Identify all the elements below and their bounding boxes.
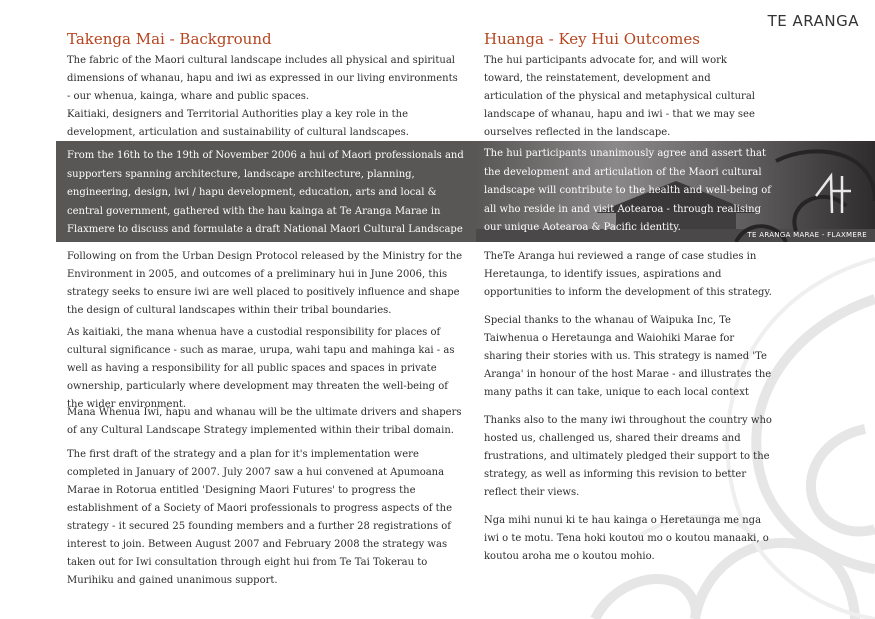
left-band-text: From the 16th to the 19th of November 2006 a hui of Maori professionals and supporters spanning architecture, landscape architecture, planning, engineering, design, iwi / hapu development, education, arts and local & central government, gathered with the hau kainga at Te Aranga Marae in Flaxmere to discuss and formulate a draft National Maori Cultural Landscape Strategy. [67,150,464,254]
left-intro-2: Kaitiaki, designers and Territorial Authorities play a key role in the development, articulation and sustainability of cultural landscapes. [67,109,409,138]
right-intro: The hui participants advocate for, and will work toward, the reinstatement, development and articulation of the physical and metaphysical cultural landscape of whanau, hapu and iwi - that we may see ourselves reflected in the landscape. [484,55,755,138]
right-paragraph-3: Thanks also to the many iwi throughout the country who hosted us, challenged us, shared their dreams and frustrations, and ultimately pledged their support to the strategy, as well as informing this revision to better reflect their views. [484,415,772,498]
left-intro-1: The fabric of the Maori cultural landscape includes all physical and spiritual dimensions of whanau, hapu and iwi as expressed in our living environments - our whenua, kainga, whare and public spaces. [67,55,458,102]
left-paragraph-2: As kaitiaki, the mana whenua have a custodial responsibility for places of cultural significance - such as marae, urupa, wahi tapu and mahinga kai - as well as having a responsibility for all public spaces and spaces in private ownership, particularly where development may threaten the well-being of the wider environment. [67,327,455,410]
right-heading: Huanga - Key Hui Outcomes [484,30,700,48]
right-paragraph-4: Nga mihi nunui ki te hau kainga o Heretaunga me nga iwi o te motu. Tena hoki koutou mo o koutou manaaki, o koutou aroha me o koutou mohio. [484,515,769,562]
right-paragraph-2: Special thanks to the whanau of Waipuka Inc, Te Taiwhenua o Heretaunga and Waiohiki Marae for sharing their stories with us. This strategy is named 'Te Aranga' in honour of the host Marae - and illustrates the many paths it can take, unique to each local context [484,315,772,398]
right-band-text: The hui participants unanimously agree and assert that the development and articulation of the Maori cultural landscape will contribute to the health and well-being of all who reside in and visit Aotearoa - through realising our unique Aotearoa & Pacific identity. [484,148,771,233]
right-paragraph-1: TheTe Aranga hui reviewed a range of case studies in Heretaunga, to identify issues, aspirations and opportunities to inform the development of this strategy. [484,251,772,298]
photo-caption: TE ARANGA MARAE - FLAXMERE [747,231,867,239]
left-paragraph-3: Mana Whenua Iwi, hapu and whanau will be the ultimate drivers and shapers of any Cultural Landscape Strategy implemented within their tribal domain. [67,407,462,436]
left-paragraph-4: The first draft of the strategy and a plan for it's implementation were completed in January of 2007. July 2007 saw a hui convened at Apumoana Marae in Rotorua entitled 'Designing Maori Futures' to progress the establishment of a Society of Maori professionals to progress aspects of the strategy - it secured 25 founding members and a further 28 registrations of interest to join. Between August 2007 and February 2008 the strategy was taken out for Iwi consultation through eight hui from Te Tai Tokerau to Murihiku and gained unanimous support. [67,449,452,586]
brand-title: TE ARANGA [767,12,859,30]
left-heading: Takenga Mai - Background [67,30,272,48]
left-paragraph-1: Following on from the Urban Design Protocol released by the Ministry for the Environment in 2005, and outcomes of a preliminary hui in June 2006, this strategy seeks to ensure iwi are well placed to positively influence and shape the design of cultural landscapes within their tribal boundaries. [67,251,463,316]
